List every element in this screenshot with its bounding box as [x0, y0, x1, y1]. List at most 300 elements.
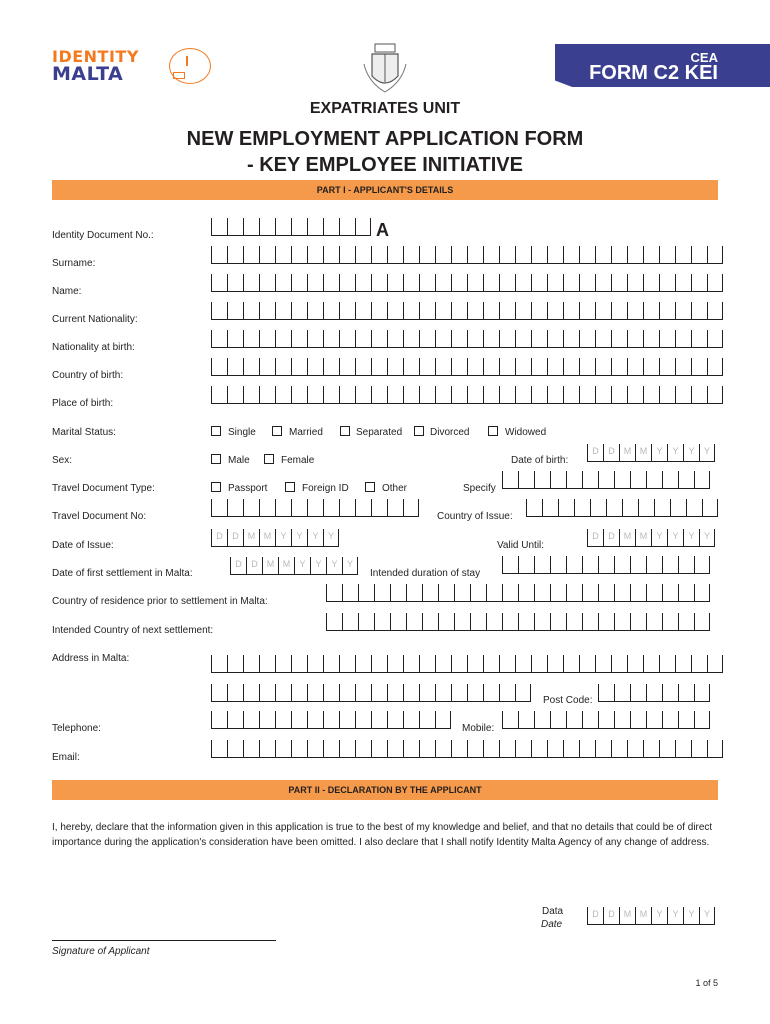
date-cell[interactable]: M [259, 529, 275, 547]
char-cell[interactable] [579, 246, 595, 264]
char-cell[interactable] [259, 218, 275, 236]
char-cell[interactable] [419, 330, 435, 348]
char-cell[interactable] [227, 246, 243, 264]
char-cell[interactable] [467, 684, 483, 702]
char-cell[interactable] [227, 499, 243, 517]
char-cell[interactable] [547, 246, 563, 264]
date-cell[interactable]: M [262, 557, 278, 575]
char-cell[interactable] [534, 584, 550, 602]
char-cell[interactable] [691, 330, 707, 348]
char-cell[interactable] [451, 386, 467, 404]
char-cell[interactable] [419, 684, 435, 702]
char-cell[interactable] [675, 655, 691, 673]
char-cell[interactable] [563, 302, 579, 320]
char-cell[interactable] [627, 655, 643, 673]
char-cell[interactable] [483, 684, 499, 702]
char-cell[interactable] [451, 655, 467, 673]
char-cell[interactable] [419, 386, 435, 404]
char-cell[interactable] [435, 358, 451, 376]
char-cell[interactable] [595, 330, 611, 348]
char-cell[interactable] [342, 584, 358, 602]
char-cell[interactable] [406, 584, 422, 602]
char-cell[interactable] [659, 274, 675, 292]
char-cell[interactable] [291, 684, 307, 702]
char-cell[interactable] [355, 358, 371, 376]
char-cell[interactable] [387, 711, 403, 729]
char-cell[interactable] [403, 684, 419, 702]
char-cell[interactable] [515, 655, 531, 673]
char-cell[interactable] [243, 302, 259, 320]
char-cell[interactable] [323, 218, 339, 236]
char-cell[interactable] [323, 711, 339, 729]
country-issue-field[interactable] [526, 499, 718, 517]
char-cell[interactable] [275, 274, 291, 292]
specify-field[interactable] [502, 471, 710, 489]
char-cell[interactable] [307, 246, 323, 264]
char-cell[interactable] [595, 386, 611, 404]
char-cell[interactable] [291, 218, 307, 236]
char-cell[interactable] [483, 330, 499, 348]
char-cell[interactable] [419, 358, 435, 376]
char-cell[interactable] [339, 246, 355, 264]
char-cell[interactable] [403, 499, 419, 517]
char-cell[interactable] [419, 740, 435, 758]
date-cell[interactable]: D [227, 529, 243, 547]
char-cell[interactable] [403, 386, 419, 404]
char-cell[interactable] [582, 584, 598, 602]
char-cell[interactable] [646, 613, 662, 631]
char-cell[interactable] [227, 711, 243, 729]
char-cell[interactable] [323, 358, 339, 376]
date-cell[interactable]: D [587, 907, 603, 925]
char-cell[interactable] [243, 246, 259, 264]
char-cell[interactable] [662, 684, 678, 702]
char-cell[interactable] [707, 740, 723, 758]
char-cell[interactable] [646, 684, 662, 702]
char-cell[interactable] [291, 246, 307, 264]
char-cell[interactable] [515, 246, 531, 264]
char-cell[interactable] [579, 302, 595, 320]
char-cell[interactable] [339, 358, 355, 376]
char-cell[interactable] [566, 471, 582, 489]
char-cell[interactable] [435, 302, 451, 320]
char-cell[interactable] [691, 386, 707, 404]
char-cell[interactable] [211, 711, 227, 729]
char-cell[interactable] [403, 246, 419, 264]
char-cell[interactable] [275, 684, 291, 702]
checkbox-single[interactable] [211, 426, 221, 436]
char-cell[interactable] [550, 556, 566, 574]
char-cell[interactable] [387, 684, 403, 702]
char-cell[interactable] [547, 655, 563, 673]
char-cell[interactable] [387, 302, 403, 320]
char-cell[interactable] [339, 330, 355, 348]
char-cell[interactable] [355, 740, 371, 758]
date-cell[interactable]: Y [683, 529, 699, 547]
char-cell[interactable] [678, 613, 694, 631]
char-cell[interactable] [470, 613, 486, 631]
char-cell[interactable] [502, 613, 518, 631]
char-cell[interactable] [339, 655, 355, 673]
char-cell[interactable] [598, 471, 614, 489]
char-cell[interactable] [291, 358, 307, 376]
char-cell[interactable] [675, 330, 691, 348]
char-cell[interactable] [675, 386, 691, 404]
char-cell[interactable] [387, 386, 403, 404]
date-cell[interactable]: M [619, 529, 635, 547]
char-cell[interactable] [694, 613, 710, 631]
mobile-field[interactable] [502, 711, 710, 729]
char-cell[interactable] [659, 246, 675, 264]
char-cell[interactable] [579, 655, 595, 673]
char-cell[interactable] [275, 655, 291, 673]
char-cell[interactable] [598, 684, 614, 702]
surname-field[interactable] [211, 246, 723, 264]
char-cell[interactable] [483, 302, 499, 320]
char-cell[interactable] [323, 246, 339, 264]
char-cell[interactable] [374, 584, 390, 602]
char-cell[interactable] [339, 386, 355, 404]
char-cell[interactable] [211, 740, 227, 758]
char-cell[interactable] [659, 330, 675, 348]
char-cell[interactable] [339, 499, 355, 517]
char-cell[interactable] [387, 740, 403, 758]
date-cell[interactable]: D [246, 557, 262, 575]
char-cell[interactable] [691, 246, 707, 264]
char-cell[interactable] [275, 358, 291, 376]
char-cell[interactable] [499, 302, 515, 320]
char-cell[interactable] [451, 684, 467, 702]
char-cell[interactable] [451, 274, 467, 292]
char-cell[interactable] [435, 684, 451, 702]
char-cell[interactable] [614, 556, 630, 574]
char-cell[interactable] [627, 330, 643, 348]
char-cell[interactable] [659, 358, 675, 376]
char-cell[interactable] [374, 613, 390, 631]
char-cell[interactable] [502, 584, 518, 602]
char-cell[interactable] [547, 358, 563, 376]
char-cell[interactable] [566, 556, 582, 574]
char-cell[interactable] [531, 386, 547, 404]
char-cell[interactable] [371, 330, 387, 348]
char-cell[interactable] [595, 274, 611, 292]
char-cell[interactable] [259, 302, 275, 320]
char-cell[interactable] [590, 499, 606, 517]
char-cell[interactable] [422, 613, 438, 631]
char-cell[interactable] [614, 711, 630, 729]
char-cell[interactable] [307, 274, 323, 292]
date-cell[interactable]: D [587, 444, 603, 462]
char-cell[interactable] [291, 274, 307, 292]
char-cell[interactable] [694, 584, 710, 602]
char-cell[interactable] [627, 274, 643, 292]
char-cell[interactable] [531, 740, 547, 758]
char-cell[interactable] [355, 274, 371, 292]
char-cell[interactable] [243, 358, 259, 376]
char-cell[interactable] [643, 386, 659, 404]
char-cell[interactable] [211, 302, 227, 320]
char-cell[interactable] [211, 246, 227, 264]
char-cell[interactable] [499, 274, 515, 292]
date-cell[interactable]: M [243, 529, 259, 547]
char-cell[interactable] [275, 740, 291, 758]
char-cell[interactable] [339, 274, 355, 292]
char-cell[interactable] [534, 711, 550, 729]
char-cell[interactable] [259, 740, 275, 758]
char-cell[interactable] [526, 499, 542, 517]
char-cell[interactable] [598, 613, 614, 631]
char-cell[interactable] [211, 274, 227, 292]
char-cell[interactable] [675, 358, 691, 376]
char-cell[interactable] [627, 358, 643, 376]
char-cell[interactable] [227, 358, 243, 376]
char-cell[interactable] [355, 330, 371, 348]
char-cell[interactable] [547, 386, 563, 404]
char-cell[interactable] [643, 246, 659, 264]
char-cell[interactable] [579, 274, 595, 292]
char-cell[interactable] [502, 556, 518, 574]
checkbox-passport[interactable] [211, 482, 221, 492]
char-cell[interactable] [355, 218, 371, 236]
char-cell[interactable] [662, 584, 678, 602]
char-cell[interactable] [467, 246, 483, 264]
char-cell[interactable] [435, 711, 451, 729]
char-cell[interactable] [419, 711, 435, 729]
char-cell[interactable] [595, 246, 611, 264]
char-cell[interactable] [678, 471, 694, 489]
date-cell[interactable]: D [603, 529, 619, 547]
char-cell[interactable] [323, 499, 339, 517]
char-cell[interactable] [467, 358, 483, 376]
char-cell[interactable] [259, 655, 275, 673]
name-field[interactable] [211, 274, 723, 292]
country-birth-field[interactable] [211, 358, 723, 376]
char-cell[interactable] [550, 613, 566, 631]
char-cell[interactable] [371, 246, 387, 264]
char-cell[interactable] [355, 302, 371, 320]
date-cell[interactable]: Y [667, 907, 683, 925]
char-cell[interactable] [547, 330, 563, 348]
char-cell[interactable] [662, 613, 678, 631]
char-cell[interactable] [611, 358, 627, 376]
char-cell[interactable] [566, 584, 582, 602]
char-cell[interactable] [275, 218, 291, 236]
date-cell[interactable]: Y [294, 557, 310, 575]
char-cell[interactable] [630, 471, 646, 489]
char-cell[interactable] [515, 684, 531, 702]
char-cell[interactable] [339, 740, 355, 758]
date-cell[interactable]: Y [667, 444, 683, 462]
char-cell[interactable] [563, 246, 579, 264]
char-cell[interactable] [390, 613, 406, 631]
char-cell[interactable] [646, 711, 662, 729]
char-cell[interactable] [518, 471, 534, 489]
char-cell[interactable] [515, 386, 531, 404]
char-cell[interactable] [534, 471, 550, 489]
address-field-line2[interactable] [211, 684, 531, 702]
char-cell[interactable] [291, 386, 307, 404]
char-cell[interactable] [499, 246, 515, 264]
char-cell[interactable] [243, 711, 259, 729]
char-cell[interactable] [691, 655, 707, 673]
char-cell[interactable] [515, 330, 531, 348]
date-cell[interactable]: Y [310, 557, 326, 575]
date-cell[interactable]: M [635, 444, 651, 462]
char-cell[interactable] [227, 218, 243, 236]
char-cell[interactable] [275, 386, 291, 404]
char-cell[interactable] [275, 330, 291, 348]
char-cell[interactable] [227, 274, 243, 292]
char-cell[interactable] [499, 655, 515, 673]
char-cell[interactable] [558, 499, 574, 517]
char-cell[interactable] [646, 584, 662, 602]
date-cell[interactable]: Y [651, 907, 667, 925]
char-cell[interactable] [358, 613, 374, 631]
date-cell[interactable]: Y [307, 529, 323, 547]
char-cell[interactable] [582, 711, 598, 729]
char-cell[interactable] [542, 499, 558, 517]
char-cell[interactable] [563, 274, 579, 292]
char-cell[interactable] [630, 584, 646, 602]
char-cell[interactable] [371, 711, 387, 729]
checkbox-male[interactable] [211, 454, 221, 464]
char-cell[interactable] [547, 274, 563, 292]
char-cell[interactable] [707, 302, 723, 320]
char-cell[interactable] [531, 655, 547, 673]
char-cell[interactable] [291, 655, 307, 673]
date-cell[interactable]: D [211, 529, 227, 547]
char-cell[interactable] [435, 386, 451, 404]
char-cell[interactable] [307, 711, 323, 729]
char-cell[interactable] [390, 584, 406, 602]
char-cell[interactable] [483, 246, 499, 264]
char-cell[interactable] [259, 684, 275, 702]
char-cell[interactable] [451, 358, 467, 376]
char-cell[interactable] [339, 711, 355, 729]
char-cell[interactable] [483, 740, 499, 758]
char-cell[interactable] [531, 274, 547, 292]
char-cell[interactable] [371, 655, 387, 673]
char-cell[interactable] [259, 330, 275, 348]
char-cell[interactable] [579, 330, 595, 348]
char-cell[interactable] [243, 740, 259, 758]
char-cell[interactable] [627, 386, 643, 404]
char-cell[interactable] [438, 613, 454, 631]
char-cell[interactable] [339, 684, 355, 702]
char-cell[interactable] [515, 358, 531, 376]
char-cell[interactable] [515, 740, 531, 758]
char-cell[interactable] [419, 655, 435, 673]
char-cell[interactable] [499, 386, 515, 404]
char-cell[interactable] [483, 386, 499, 404]
char-cell[interactable] [707, 358, 723, 376]
char-cell[interactable] [518, 584, 534, 602]
date-cell[interactable]: Y [683, 907, 699, 925]
residence-prior-field[interactable] [326, 584, 710, 602]
char-cell[interactable] [563, 358, 579, 376]
char-cell[interactable] [419, 302, 435, 320]
char-cell[interactable] [259, 274, 275, 292]
valid-until-field[interactable] [587, 529, 715, 547]
char-cell[interactable] [211, 358, 227, 376]
char-cell[interactable] [499, 740, 515, 758]
char-cell[interactable] [499, 358, 515, 376]
date-cell[interactable]: M [619, 907, 635, 925]
char-cell[interactable] [227, 330, 243, 348]
char-cell[interactable] [454, 584, 470, 602]
char-cell[interactable] [502, 711, 518, 729]
char-cell[interactable] [259, 386, 275, 404]
char-cell[interactable] [531, 246, 547, 264]
char-cell[interactable] [243, 386, 259, 404]
char-cell[interactable] [211, 386, 227, 404]
char-cell[interactable] [371, 386, 387, 404]
char-cell[interactable] [694, 556, 710, 574]
next-settlement-field[interactable] [326, 613, 710, 631]
char-cell[interactable] [579, 740, 595, 758]
char-cell[interactable] [518, 556, 534, 574]
identity-doc-field[interactable] [211, 218, 371, 236]
char-cell[interactable] [451, 330, 467, 348]
char-cell[interactable] [435, 655, 451, 673]
char-cell[interactable] [307, 358, 323, 376]
date-cell[interactable]: D [603, 444, 619, 462]
char-cell[interactable] [323, 386, 339, 404]
char-cell[interactable] [691, 358, 707, 376]
char-cell[interactable] [307, 684, 323, 702]
char-cell[interactable] [579, 386, 595, 404]
nationality-birth-field[interactable] [211, 330, 723, 348]
char-cell[interactable] [435, 246, 451, 264]
char-cell[interactable] [598, 711, 614, 729]
char-cell[interactable] [243, 274, 259, 292]
char-cell[interactable] [483, 274, 499, 292]
char-cell[interactable] [243, 218, 259, 236]
char-cell[interactable] [483, 358, 499, 376]
char-cell[interactable] [547, 740, 563, 758]
char-cell[interactable] [550, 471, 566, 489]
char-cell[interactable] [643, 274, 659, 292]
char-cell[interactable] [406, 613, 422, 631]
char-cell[interactable] [611, 246, 627, 264]
char-cell[interactable] [595, 740, 611, 758]
char-cell[interactable] [211, 499, 227, 517]
char-cell[interactable] [702, 499, 718, 517]
char-cell[interactable] [451, 246, 467, 264]
char-cell[interactable] [550, 584, 566, 602]
char-cell[interactable] [614, 613, 630, 631]
checkbox-foreign-id[interactable] [285, 482, 295, 492]
char-cell[interactable] [675, 302, 691, 320]
checkbox-female[interactable] [264, 454, 274, 464]
char-cell[interactable] [614, 471, 630, 489]
char-cell[interactable] [659, 302, 675, 320]
char-cell[interactable] [675, 274, 691, 292]
char-cell[interactable] [211, 684, 227, 702]
char-cell[interactable] [307, 499, 323, 517]
char-cell[interactable] [627, 302, 643, 320]
char-cell[interactable] [243, 499, 259, 517]
char-cell[interactable] [499, 330, 515, 348]
char-cell[interactable] [630, 711, 646, 729]
char-cell[interactable] [355, 684, 371, 702]
char-cell[interactable] [531, 358, 547, 376]
char-cell[interactable] [307, 655, 323, 673]
checkbox-separated[interactable] [340, 426, 350, 436]
date-cell[interactable]: M [619, 444, 635, 462]
char-cell[interactable] [211, 218, 227, 236]
char-cell[interactable] [355, 386, 371, 404]
